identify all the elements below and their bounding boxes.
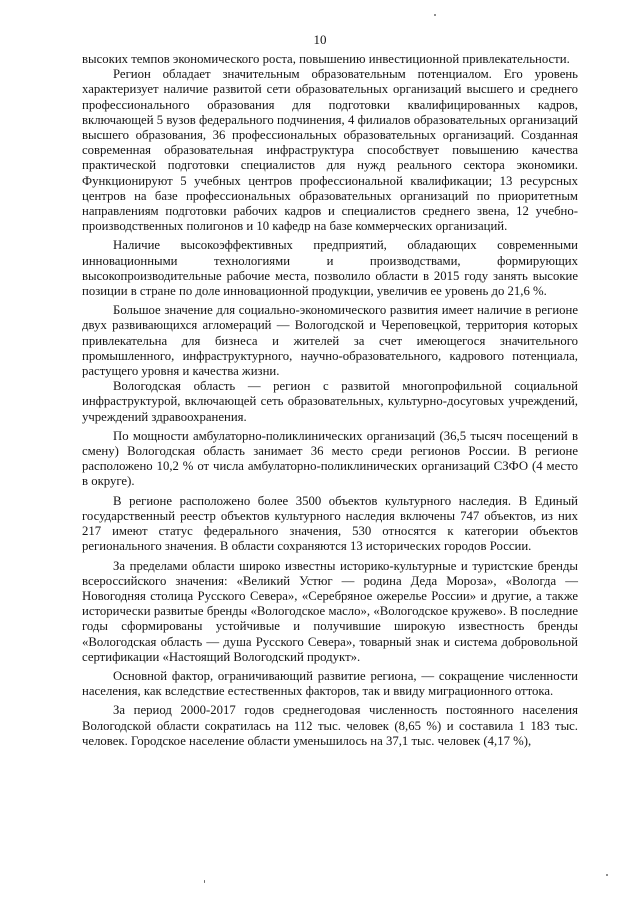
paragraph-brands: За пределами области широко известны историко-культурные и туристские бренды всероссийского значения: «Великий Устюг — родина Деда Мороза», «Вологда — Новогодняя столица Русского Севера», «Серебряное ожерелье России» и другие, а также исторически развитые бренды «Вологодское масло», «Вологодское кружево». В последние годы сформированы устойчивые и получившие широкую известность бренды «Вологодская область — душа Русского Севера», товарный знак и система добровольной сертификации «Настоящий Вологодский продукт». — [82, 558, 578, 664]
paragraph-healthcare: По мощности амбулаторно-поликлинических организаций (36,5 тысяч посещений в смену) Вологодская область занимает 36 место среди регионов России. В регионе расположено 10,2 % от числа амбулаторно-поликлинических организаций СЗФО (4 место в округе). — [82, 428, 578, 489]
paragraph-education: Регион обладает значительным образовательным потенциалом. Его уровень характеризует наличие развитой сети образовательных организаций высшего и среднего профессионального образования для подготовки квалифицированных кадров, включающей 5 вузов федерального подчинения, 4 филиалов образовательных организаций высшего образования, 36 профессиональных образовательных организаций. Созданная современная образовательная инфраструктура способствует повышению качества практической подготовки специалистов для нужд реального сектора экономики. Функционируют 5 учебных центров профессиональной квалификации; 13 ресурсных центров на базе профессиональных образовательных организаций по приоритетным направлениям подготовки рабочих кадров и специалистов среднего звена, 12 учебно-производственных полигонов и 10 кафедр на базе коммерческих организаций. — [82, 67, 578, 234]
scan-speck — [606, 874, 608, 876]
paragraph-cultural-heritage: В регионе расположено более 3500 объектов культурного наследия. В Единый государственный реестр объектов культурного наследия включены 747 объектов, из них 217 имеют статус федерального значения, 530 относятся к категории объектов регионального значения. В области сохраняются 13 исторических городов России. — [82, 493, 578, 554]
paragraph-social-infrastructure: Вологодская область — регион с развитой многопрофильной социальной инфраструктурой, включающей сеть образовательных, культурно-досуговых учреждений, учреждений здравоохранения. — [82, 379, 578, 424]
paragraph-agglomerations: Большое значение для социально-экономического развития имеет наличие в регионе двух развивающихся агломераций — Вологодской и Череповецкой, территория которых привлекательна для бизнеса и жителей за счет имеющегося значительного промышленного, инфраструктурного, научно-образовательного, кадрового потенциала, растущего уровня и качества жизни. — [82, 303, 578, 379]
body-text — [82, 52, 578, 749]
paragraph-innovation: Наличие высокоэффективных предприятий, обладающих современными инновационными технологиями и производствами, формирующих высокопроизводительные рабочие места, позволило области в 2015 году занять высокие позиции в стране по доле инновационной продукции, увеличив ее уровень до 21,6 %. — [82, 238, 578, 299]
paragraph-population-factor: Основной фактор, ограничивающий развитие региона, — сокращение численности населения, как вследствие естественных факторов, так и ввиду миграционного оттока. — [82, 668, 578, 699]
scan-speck — [204, 880, 205, 883]
page-number: 10 — [313, 32, 327, 47]
paragraph-population-stats: За период 2000-2017 годов среднегодовая численность постоянного населения Вологодской области сократилась на 112 тыс. человек (8,65 %) и составила 1 183 тыс. человек. Городское население области уменьшилось на 37,1 тыс. человек (4,17 %), — [82, 703, 578, 748]
paragraph-continued: высоких темпов экономического роста, повышению инвестиционной привлекательности. — [82, 52, 570, 66]
scan-speck — [434, 14, 436, 16]
